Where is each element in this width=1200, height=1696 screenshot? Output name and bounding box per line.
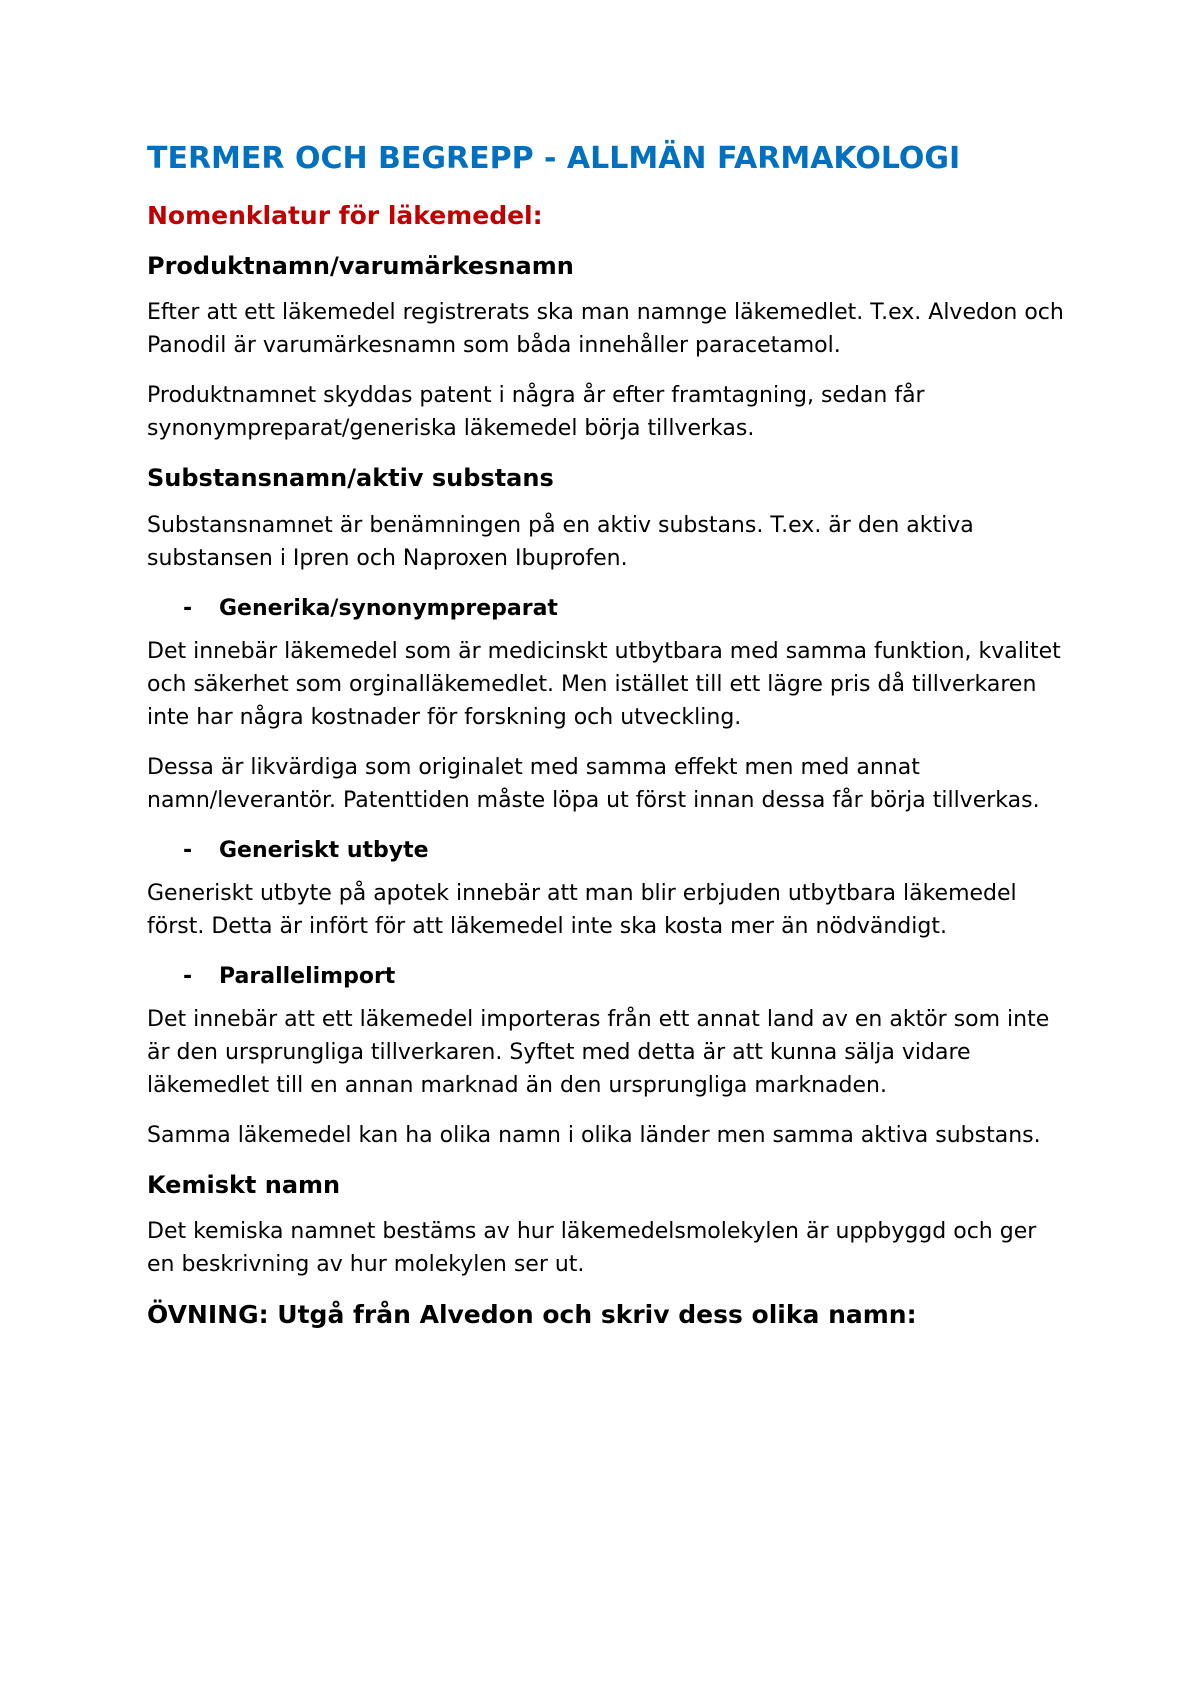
paragraph: Dessa är likvärdiga som originalet med samma effekt men med annat namn/leverantör. Patenttiden måste löpa ut först innan dessa får börja tillverkas. bbox=[147, 754, 1040, 813]
paragraph: Substansnamnet är benämningen på en aktiv substans. T.ex. är den aktiva substansen i Ipren och Naproxen Ibuprofen. bbox=[147, 512, 974, 571]
paragraph: Det innebär läkemedel som är medicinskt utbytbara med samma funktion, kvalitet och säkerhet som orginalläkemedlet. Men istället till ett lägre pris då tillverkaren inte har några kostnader för forskning och utveckling. bbox=[147, 638, 1061, 730]
paragraph: Det innebär att ett läkemedel importeras från ett annat land av en aktör som inte är den ursprungliga tillverkaren. Syftet med detta är att kunna sälja vidare läkemedlet till en annan marknad än den ursprungliga marknaden. bbox=[147, 1006, 1050, 1098]
page-title: TERMER OCH BEGREPP - ALLMÄN FARMAKOLOGI bbox=[147, 141, 961, 176]
bullet-item-generika bbox=[147, 592, 1080, 625]
subheading-kemiskt-namn: Kemiskt namn bbox=[147, 1170, 341, 1199]
bullet-label: Generiskt utbyte bbox=[219, 837, 429, 863]
paragraph: Det kemiska namnet bestäms av hur läkemedelsmolekylen är uppbyggd och ger en beskrivning av hur molekylen ser ut. bbox=[147, 1219, 1037, 1278]
paragraph: Samma läkemedel kan ha olika namn i olika länder men samma aktiva substans. bbox=[147, 1122, 1041, 1148]
bullet-item-parallelimport bbox=[147, 960, 1080, 993]
paragraph: Generiskt utbyte på apotek innebär att man blir erbjuden utbytbara läkemedel först. Detta är infört för att läkemedel inte ska kosta mer än nödvändigt. bbox=[147, 880, 1017, 939]
exercise-prompt: ÖVNING: Utgå från Alvedon och skriv dess olika namn: bbox=[147, 1300, 917, 1330]
bullet-dash: - bbox=[183, 963, 193, 989]
bullet-dash: - bbox=[183, 595, 193, 621]
section-heading: Nomenklatur för läkemedel: bbox=[147, 200, 543, 230]
bullet-label: Generika/synonympreparat bbox=[219, 595, 558, 621]
subheading-substansnamn: Substansnamn/aktiv substans bbox=[147, 464, 554, 493]
subheading-produktnamn: Produktnamn/varumärkesnamn bbox=[147, 252, 574, 280]
bullet-item-generiskt-utbyte bbox=[147, 834, 1080, 867]
paragraph: Produktnamnet skyddas patent i några år efter framtagning, sedan får synonympreparat/generiska läkemedel börja tillverkas. bbox=[147, 383, 925, 442]
paragraph: Efter att ett läkemedel registrerats ska man namnge läkemedlet. T.ex. Alvedon och Panodil är varumärkesnamn som båda innehåller paracetamol. bbox=[147, 300, 1064, 359]
bullet-label: Parallelimport bbox=[219, 963, 396, 989]
bullet-dash: - bbox=[183, 837, 193, 863]
